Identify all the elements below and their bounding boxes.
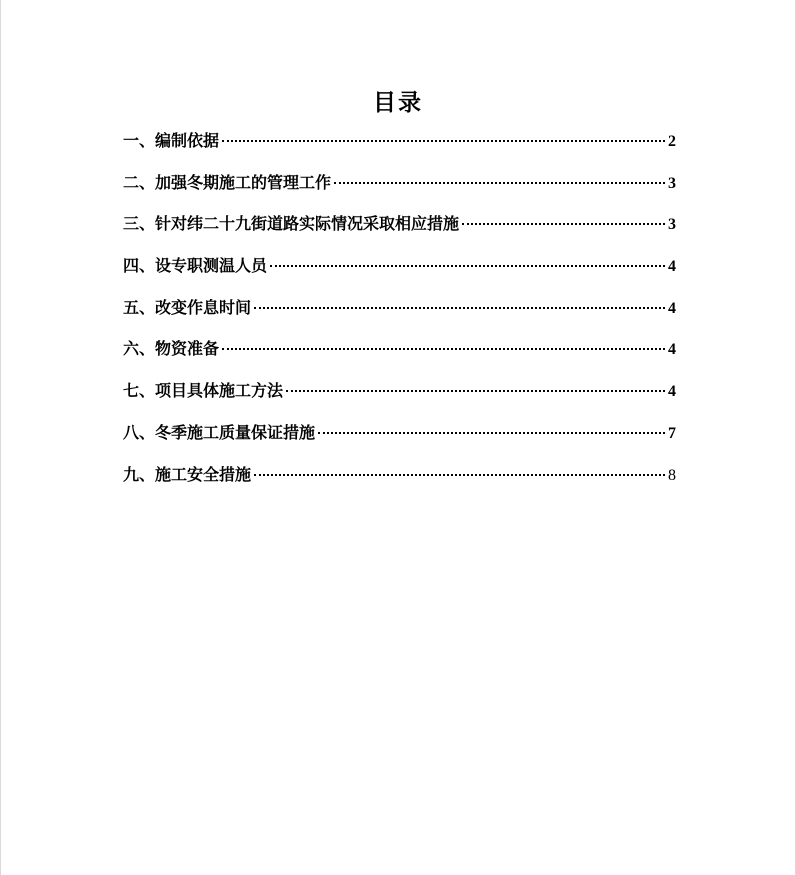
toc-entry-text: 二、加强冬期施工的管理工作 [123,172,332,192]
toc-entry-text: 三、针对纬二十九街道路实际情况采取相应措施 [123,214,460,234]
toc-page-number: 3 [668,174,676,192]
toc-dot-leader [254,474,665,476]
toc-page-number: 4 [668,258,676,276]
toc-entry-8[interactable] [123,420,676,462]
toc-dot-leader [222,140,665,142]
toc-entry-3[interactable] [123,211,676,253]
toc-dot-leader [254,307,665,309]
toc-entry-text: 五、改变作息时间 [123,297,252,317]
toc-entry-text: 六、物资准备 [123,339,220,359]
toc-page-number: 4 [668,299,676,317]
toc-dot-leader [286,390,665,392]
toc-entry-5[interactable] [123,295,676,337]
toc-entry-text: 八、冬季施工质量保证措施 [123,422,316,442]
toc-entry-9[interactable] [123,462,676,504]
toc-dot-leader [334,182,665,184]
toc-page-number: 7 [668,424,676,442]
toc-entry-4[interactable] [123,253,676,295]
toc-title: 目录 [373,90,423,116]
toc-page-number: 4 [668,383,676,401]
toc-entry-text: 九、施工安全措施 [123,464,252,484]
toc-entry-text: 七、项目具体施工方法 [123,381,284,401]
toc-entry-6[interactable] [123,336,676,378]
toc-page-number: 8 [668,466,676,484]
toc-dot-leader [222,348,665,350]
toc-page-number: 2 [668,133,676,150]
toc-dot-leader [318,432,665,434]
page-edge-left [0,0,1,875]
toc-entry-2[interactable] [123,170,676,212]
table-of-contents [123,128,676,503]
toc-dot-leader [462,223,665,225]
toc-dot-leader [270,265,665,267]
toc-page-number: 3 [668,216,676,234]
toc-entry-7[interactable] [123,378,676,420]
toc-entry-text: 一、编制依据 [123,131,220,150]
toc-entry-1[interactable] [123,128,676,170]
toc-entry-text: 四、设专职测温人员 [123,256,268,276]
toc-page-number: 4 [668,341,676,359]
